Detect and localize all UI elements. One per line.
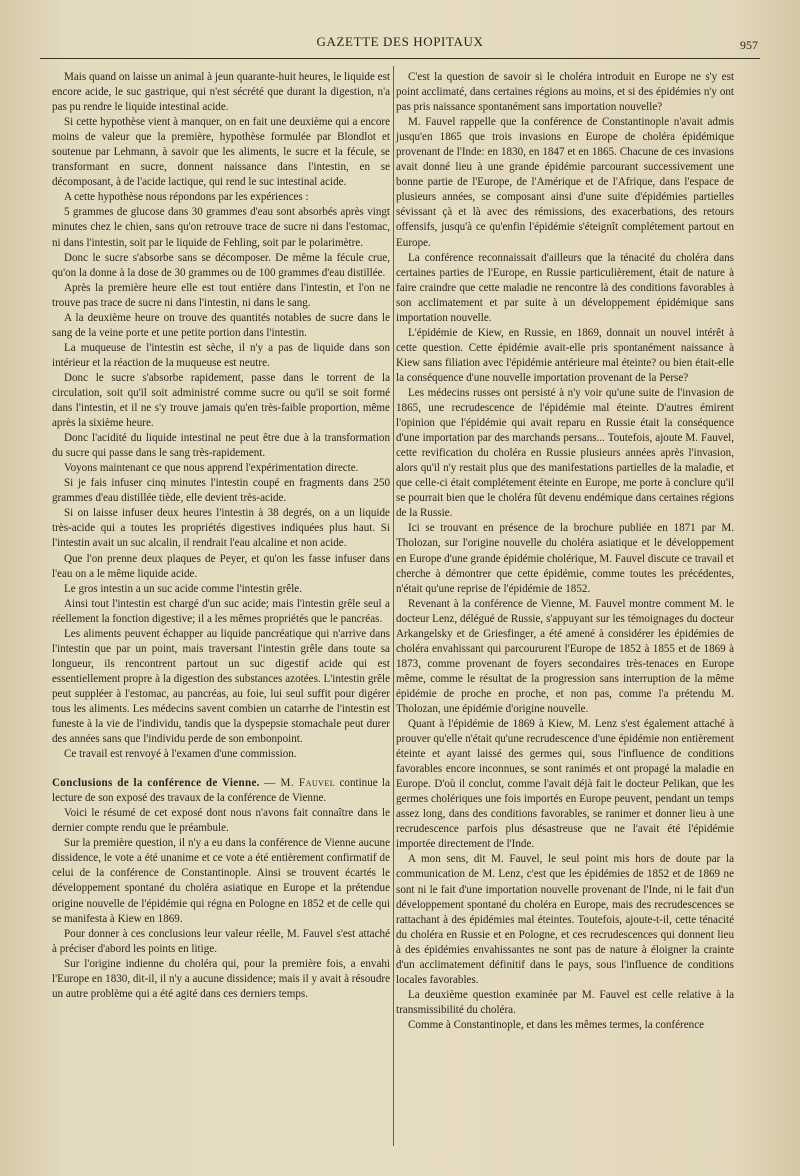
paragraph: Si je fais infuser cinq minutes l'intestin coupé en fragments dans 250 grammes d'eau distillée tiède, elle devient très-acide.: [52, 477, 390, 505]
page-number: 957: [740, 38, 758, 52]
paragraph: M. Fauvel rappelle que la conférence de Constantinople n'avait admis jusqu'en 1865 que trois invasions en Europe de choléra épidémique provenant de l'Inde: en 1830, en 1847 et en 1865. Chacune de ces invasions avait donné lieu à une grande épidémie parcourant successivement une bonne partie de l'Europe, de l'Amérique et de l'Afrique, dans l'espace de plusieurs années, se composant ainsi d'une suite d'épidémies partielles sévissant çà et là avec des rémissions, des exacerbations, des retours offensifs, jusqu'à ce qu'enfin l'épidémie s'éteignît complétement partout en Europe.: [396, 116, 734, 249]
paragraph: Voici le résumé de cet exposé dont nous n'avons fait connaître dans le dernier compte rendu que le préambule.: [52, 807, 390, 835]
paragraph: A mon sens, dit M. Fauvel, le seul point mis hors de doute par la communication de M. Lenz, c'est que les épidémies de 1852 et de 1869 ne sont ni le fait d'une importation nouvelle provenant de l'Inde, ni le fait d'un développement spontané du choléra en Europe, mais des recrudescences se rattachant à des épidémies mal éteintes. Toutefois, ajoute-t-il, cette ténacité du choléra en Russie et en Pologne, et ces recrudescences qui donnent lieu à des épidémies envahissantes ne sont pas de nature à éloigner la crainte d'un acclimatement définitif dans le pays, sous l'influence de conditions locales favorables.: [396, 853, 734, 986]
paragraph: Ce travail est renvoyé à l'examen d'une commission.: [64, 748, 297, 761]
page-header: [40, 30, 760, 59]
paragraph: Mais quand on laisse un animal à jeun quarante-huit heures, le liquide est encore acide, le suc gastrique, qui n'est sécrété que durant la digestion, n'a pas pu rendre le liquide intestinal acide.: [52, 71, 390, 114]
paragraph: L'épidémie de Kiew, en Russie, en 1869, donnait un nouvel intérêt à cette question. Cette épidémie avait-elle pris spontanément naissance à Kiew sans filiation avec l'épidémie antérieure mal éteinte? ou bien était-elle la conséquence d'une nouvelle importation provenant de la Perse?: [396, 326, 734, 384]
paragraph: Ainsi tout l'intestin est chargé d'un suc acide; mais l'intestin grêle seul a réellement la fonction digestive; il a les mêmes propriétés que le pancréas.: [52, 597, 390, 625]
paragraph: Revenant à la conférence de Vienne, M. Fauvel montre comment M. le docteur Lenz, délégué de Russie, s'appuyant sur les témoignages du docteur Arkangelsky et de Griesfinger, a été amené à considérer les épidémies de choléra envahissant qui parcoururent l'Europe de 1852 à 1855 et de 1869 à 1873, comme provenant de foyers secondaires très-tenaces en Europe même, comme le résultat de la progression sans interruption de la même épidémie de proche en proche, et non pas, comme l'a prétendu M. Tholozan, une épidémie d'origine nouvelle.: [396, 597, 734, 715]
paragraph: Donc le sucre s'absorbe rapidement, passe dans le torrent de la circulation, soit qu'il soit administré comme sucre ou qu'il se soit formé dans l'intestin, et il ne s'y trouve jamais qu'en très-faible proportion, même après la sixième heure.: [52, 371, 390, 430]
paragraph: 5 grammes de glucose dans 30 grammes d'eau sont absorbés après vingt minutes chez le chien, sans qu'on retrouve trace de sucre ni dans l'estomac, ni dans l'intestin, soit par le liquide de Fehling, soit par le polarimètre.: [52, 206, 390, 249]
paragraph: La deuxième question examinée par M. Fauvel est celle relative à la transmissibilité du choléra.: [396, 988, 734, 1016]
paragraph: Pour donner à ces conclusions leur valeur réelle, M. Fauvel s'est attaché à préciser d'abord les points en litige.: [52, 927, 390, 955]
paragraph: Donc l'acidité du liquide intestinal ne peut être due à la transformation du sucre qui passe dans le sang très-rapidement.: [52, 432, 390, 460]
paragraph: Après la première heure elle est tout entière dans l'intestin, et l'on ne trouve pas trace de sucre ni dans l'intestin, ni dans le sang.: [52, 281, 390, 309]
paragraph: Donc le sucre s'absorbe sans se décomposer. De même la fécule crue, qu'on la donne à la dose de 30 grammes ou de 100 grammes d'eau distillée.: [52, 251, 390, 279]
column-divider: [393, 66, 394, 1146]
paragraph: La muqueuse de l'intestin est sèche, il n'y a pas de liquide dans son intérieur et la réaction de la muqueuse est neutre.: [52, 341, 390, 369]
paragraph: Comme à Constantinople, et dans les mêmes termes, la conférence: [408, 1018, 705, 1031]
paragraph: A cette hypothèse nous répondons par les expériences :: [64, 191, 309, 204]
section-gap: [52, 762, 390, 776]
section-heading: [52, 776, 390, 806]
paragraph: Voyons maintenant ce que nous apprend l'expérimentation directe.: [64, 462, 359, 475]
paragraph: Sur la première question, il n'y a eu dans la conférence de Vienne aucune dissidence, le vote a été unanime et ce vote a été entièrement confirmatif de celui de la conférence de Constantinople. Ainsi se trouvent écartés le développement spontané du choléra asiatique en Europe et la prétendue origine nouvelle de l'épidémie qui régna en Pologne en 1852 et de celle qui se manifesta à Kiew en 1869.: [52, 837, 390, 925]
left-column: [52, 70, 390, 1002]
paragraph: Les médecins russes ont persisté à n'y voir qu'une suite de l'invasion de 1865, une recrudescence de l'épidémie mal éteinte. D'autres émirent l'opinion que l'épidémie qui avait reparu en Russie était la conséquence d'une importation par des marchands persans... Toutefois, ajoute M. Fauvel, cette revification du choléra en Russie plusieurs années après l'invasion, alors qu'il n'y restait plus que des manifestations partielles de la maladie, et que celle-ci était complétement éteinte en Europe, me porte à conclure qu'il se pourrait bien que le choléra fût devenu endémique dans certaines régions de la Russie.: [396, 386, 734, 520]
paragraph: Quant à l'épidémie de 1869 à Kiew, M. Lenz s'est également attaché à prouver qu'elle n'était qu'une recrudescence d'une épidémie non entièrement éteinte et ayant laissé des germes qui, sous l'influence de conditions favorables encore inconnues, se sont ranimés et ont propagé la maladie en Europe. D'où il conclut, comme l'avait déjà fait le docteur Pelikan, que les germes cholériques une fois importés en Europe peuvent, pendant un temps assez long, dans des conditions favorables, se ranimer et donner lieu à une recrudescence parfois plus désastreuse que ne l'avait été l'épidémie importée directement de l'Inde.: [396, 718, 734, 851]
right-column: [396, 70, 734, 1033]
journal-title: GAZETTE DES HOPITAUX: [316, 34, 484, 49]
paragraph: C'est la question de savoir si le choléra introduit en Europe ne s'y est point acclimaté, dans certaines régions au moins, et si des épidémies n'y ont pas pris naissance spontanément sans importation nouvelle?: [396, 71, 734, 114]
section-title: Conclusions de la conférence de Vienne.: [52, 777, 260, 790]
paragraph: Sur l'origine indienne du choléra qui, pour la première fois, a envahi l'Europe en 1830, dit-il, il n'y a aucune dissidence; mais il y avait à résoudre un autre problème qui a été agité dans ces derniers temps.: [52, 957, 390, 1000]
paragraph: Les aliments peuvent échapper au liquide pancréatique qui n'arrive dans l'intestin que par un point, mais traversant l'intestin grêle dans toute sa longueur, ils rencontrent partout un suc digestif acide qui est essentiellement propre à la digestion des substances azotées. L'intestin grêle peut suppléer à l'estomac, au pancréas, au foie, lui seul suffit pour digérer tous les aliments. Les médecins savent combien un catarrhe de l'intestin est funeste à la vie de l'individu, tandis que la dyspepsie stomachale peut durer des années sans que l'individu perde de son embonpoint.: [52, 627, 390, 746]
section-lead: continue la lecture de son exposé des travaux de la conférence de Vienne.: [52, 777, 391, 805]
paragraph: Si on laisse infuser deux heures l'intestin à 38 degrés, on a un liquide très-acide qui a toutes les propriétés digestives indiquées plus haut. Si l'intestin avait un suc alcalin, il rendrait l'eau alcaline et non acide.: [52, 507, 390, 550]
section-author: — M. Fauvel: [264, 777, 336, 790]
paragraph: Le gros intestin a un suc acide comme l'intestin grêle.: [64, 582, 302, 595]
paragraph: Si cette hypothèse vient à manquer, on en fait une deuxième qui a encore moins de valeur que la première, hypothèse formulée par Blondlot et soutenue par Lehmann, à savoir que les aliments, le sucre et la fécule, se transformant en sucre, donnent naissance dans l'intestin, en se décomposant, à de l'acide lactique, qui rend le suc intestinal acide.: [52, 116, 390, 189]
paragraph: Ici se trouvant en présence de la brochure publiée en 1871 par M. Tholozan, sur l'origine nouvelle du choléra asiatique et le développement en Europe d'une grande épidémie cholérique, M. Fauvel discute ce travail et cherche à démontrer que cette épidémie, comme toutes les précédentes, n'était qu'une reprise de l'épidémie de 1852.: [396, 522, 734, 595]
paragraph: A la deuxième heure on trouve des quantités notables de sucre dans le sang de la veine porte et une petite portion dans l'intestin.: [52, 311, 390, 339]
paragraph: Que l'on prenne deux plaques de Peyer, et qu'on les fasse infuser dans l'eau on a le même liquide acide.: [52, 552, 390, 580]
paragraph: La conférence reconnaissait d'ailleurs que la ténacité du choléra dans certaines parties de l'Europe, en Russie particulièrement, était de nature à faire craindre que cette maladie ne rencontre là des conditions favorables à son acclimatement et par suite à un développement épidémique sans importation nouvelle.: [396, 251, 734, 324]
